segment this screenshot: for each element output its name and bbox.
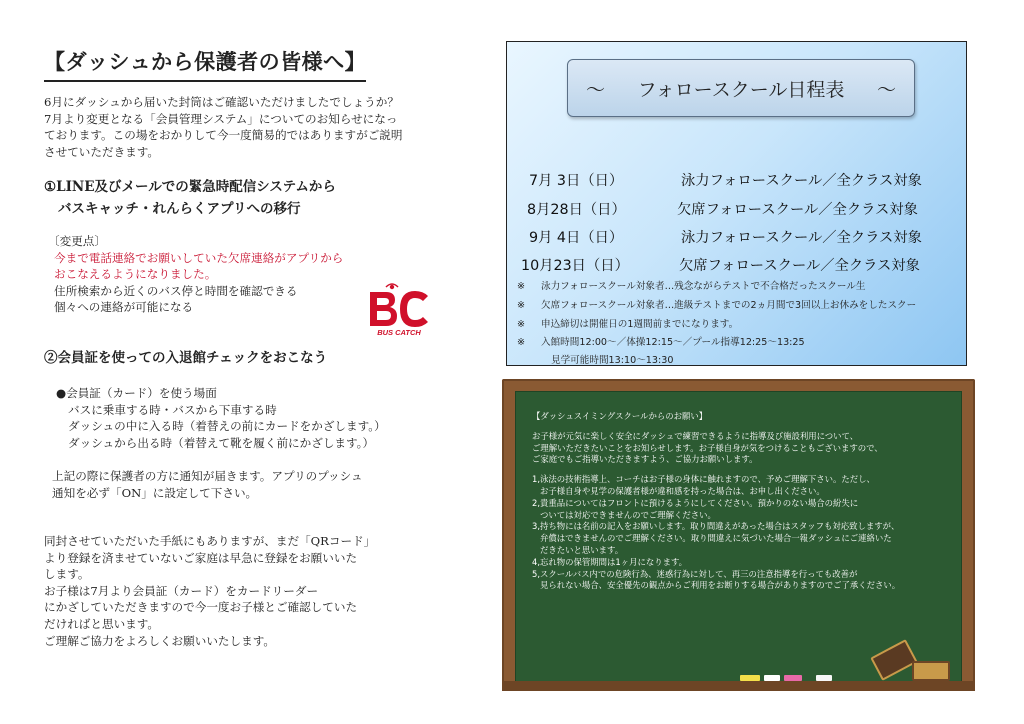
schedule-date: 9月 4日（日） xyxy=(529,230,624,246)
heading-line: バスキャッチ・れんらくアプリへの移行 xyxy=(58,201,301,217)
notification-paragraph xyxy=(52,468,363,501)
highlight-line: おこなえるようになりました。 xyxy=(54,267,217,282)
text-line: ております。この場をおかりして今一度簡易的ではありますがご説明 xyxy=(44,128,403,143)
list-header: ●会員証（カード）を使う場面 xyxy=(56,386,217,400)
section-1-heading xyxy=(44,176,336,220)
eraser-icon xyxy=(912,661,950,681)
notice-item: 3,持ち物には名前の記入をお願いします。取り間違えがあった場合はスタッフも対応致しますが、 xyxy=(532,521,900,532)
notice-item: ついては対応できませんのでご理解ください。 xyxy=(532,509,716,520)
text-line: させていただきます。 xyxy=(44,144,160,159)
notice-item: 2,貴重品についてはフロントに預けるようにしてください。預かりのない場合の紛失に xyxy=(532,497,859,508)
text-line: 7月より変更となる「会員管理システム」についてのお知らせになっ xyxy=(44,111,398,126)
notice-item: 5,スクールバス内での危険行為、迷惑行為に対して、再三の注意指導を行っても改善が xyxy=(532,568,858,579)
highlight-line: 今まで電話連絡でお願いしていた欠席連絡がアプリから xyxy=(54,250,344,265)
closing-paragraph xyxy=(44,533,375,649)
text-line: します。 xyxy=(44,567,90,582)
blackboard-surface xyxy=(515,391,962,682)
schedule-panel xyxy=(506,41,967,366)
blackboard xyxy=(502,379,975,691)
tilde-left: 〜 xyxy=(586,78,606,101)
schedule-title: フォロースクール日程表 xyxy=(637,78,845,101)
bus-catch-logo xyxy=(364,282,434,336)
text-line: 6月にダッシュから届いた封筒はご確認いただけましたでしょうか？ xyxy=(44,95,399,109)
schedule-note-extra: 見学可能時間13:10〜13:30 xyxy=(551,355,674,366)
schedule-date: 10月23日（日） xyxy=(521,258,629,274)
chalk-tray xyxy=(502,681,975,691)
schedule-title-box xyxy=(567,59,915,117)
notice-heading: 【ダッシュスイミングスクールからのお願い】 xyxy=(532,411,708,421)
schedule-note xyxy=(517,278,865,292)
notice-item: 4,忘れ物の保管期間は1ヶ月になります。 xyxy=(532,556,688,567)
schedule-note xyxy=(517,334,805,348)
note-mark: ※ xyxy=(517,319,526,330)
notice-line: お子様が元気に楽しく安全にダッシュで練習できるように指導及び施設利用について、 xyxy=(532,430,859,441)
note-mark: ※ xyxy=(517,337,526,348)
schedule-note xyxy=(517,316,738,330)
text-line: お子様は7月より会員証（カード）をカードリーダー xyxy=(44,583,319,598)
section-2-heading: ②会員証を使っての入退館チェックをおこなう xyxy=(44,350,328,366)
text-line: 上記の際に保護者の方に通知が届きます。アプリのプッシュ xyxy=(52,469,363,483)
note-text: 入館時間12:00〜／体操12:15〜／プール指導12:25〜13:25 xyxy=(541,337,805,348)
logo-text: BUS CATCH xyxy=(377,328,421,336)
text-line: だければと思います。 xyxy=(44,616,160,631)
text-line: 通知を必ず「ON」に設定して下さい。 xyxy=(52,485,258,500)
changes-label: 〔変更点〕 xyxy=(48,234,106,248)
schedule-date: 7月 3日（日） xyxy=(529,173,624,189)
notice-item: だきたいと思います。 xyxy=(532,544,624,555)
changes-list xyxy=(48,233,343,316)
notice-item: 弁償はできませんのでご理解ください。取り間違えに気づいた場合一報ダッシュにご連絡いた xyxy=(532,533,892,544)
note-text: 欠席フォロースクール対象者…進級テストまでの2ヵ月間で3回以上お休みをしたスクー xyxy=(541,300,917,311)
list-item: ダッシュから出る時（着替えて靴を履く前にかざします。） xyxy=(68,435,375,450)
text-line: 住所検索から近くのバス停と時間を確認できる xyxy=(54,283,298,298)
heading-line: ①LINE及びメールでの緊急時配信システムから xyxy=(44,179,336,195)
pink-chalk-icon xyxy=(784,675,802,681)
text-line: 個々への連絡が可能になる xyxy=(54,300,194,315)
note-mark: ※ xyxy=(517,281,526,292)
notice-item: お子様自身や見学の保護者様が違和感を持った場合は、お申し出ください。 xyxy=(532,485,825,496)
notice-item: 1,泳法の技術指導上、コーチはお子様の身体に触れますので、予めご理解下さい。ただし、 xyxy=(532,474,875,485)
list-item: バスに乗車する時・バスから下車する時 xyxy=(68,402,277,417)
note-text: 泳力フォロースクール対象者…残念ながらテストで不合格だったスクール生 xyxy=(541,281,866,292)
schedule-event: 欠席フォロースクール／全クラス対象 xyxy=(677,202,918,218)
notice-line: ご理解いただきたいことをお知らせします。お子様自身が気をつけることもございますので、 xyxy=(532,442,883,453)
schedule-event: 泳力フォロースクール／全クラス対象 xyxy=(681,230,922,246)
notice-item: 見られない場合、安全優先の観点からご利用をお断りする場合がありますのでご了承ください。 xyxy=(532,580,901,591)
notice-line: ご家庭でもご指導いただきますよう、ご協力お願いします。 xyxy=(532,454,758,465)
white-chalk-icon xyxy=(764,675,780,681)
schedule-event: 欠席フォロースクール／全クラス対象 xyxy=(679,258,920,274)
card-usage-list xyxy=(56,385,386,451)
list-item: ダッシュの中に入る時（着替えの前にカードをかざします。） xyxy=(68,419,386,434)
note-mark: ※ xyxy=(517,300,526,311)
schedule-note xyxy=(517,297,916,311)
intro-paragraph xyxy=(44,94,402,160)
text-line: ご理解ご協力をよろしくお願いいたします。 xyxy=(44,633,275,648)
yellow-chalk-icon xyxy=(740,675,760,681)
text-line: より登録を済ませていないご家庭は早急に登録をお願いいた xyxy=(44,550,358,565)
text-line: にかざしていただきますので今一度お子様とご確認していた xyxy=(44,600,358,615)
schedule-event: 泳力フォロースクール／全クラス対象 xyxy=(681,173,922,189)
notice-text xyxy=(532,411,900,592)
schedule-date: 8月28日（日） xyxy=(527,202,626,218)
note-text: 申込締切は開催日の1週間前までになります。 xyxy=(541,319,739,330)
text-line: 同封させていただいた手紙にもありますが、まだ「QRコード」 xyxy=(44,534,376,548)
white-chalk-icon xyxy=(816,675,832,681)
tilde-right: 〜 xyxy=(876,78,896,101)
page-title: 【ダッシュから保護者の皆様へ】 xyxy=(44,46,366,82)
